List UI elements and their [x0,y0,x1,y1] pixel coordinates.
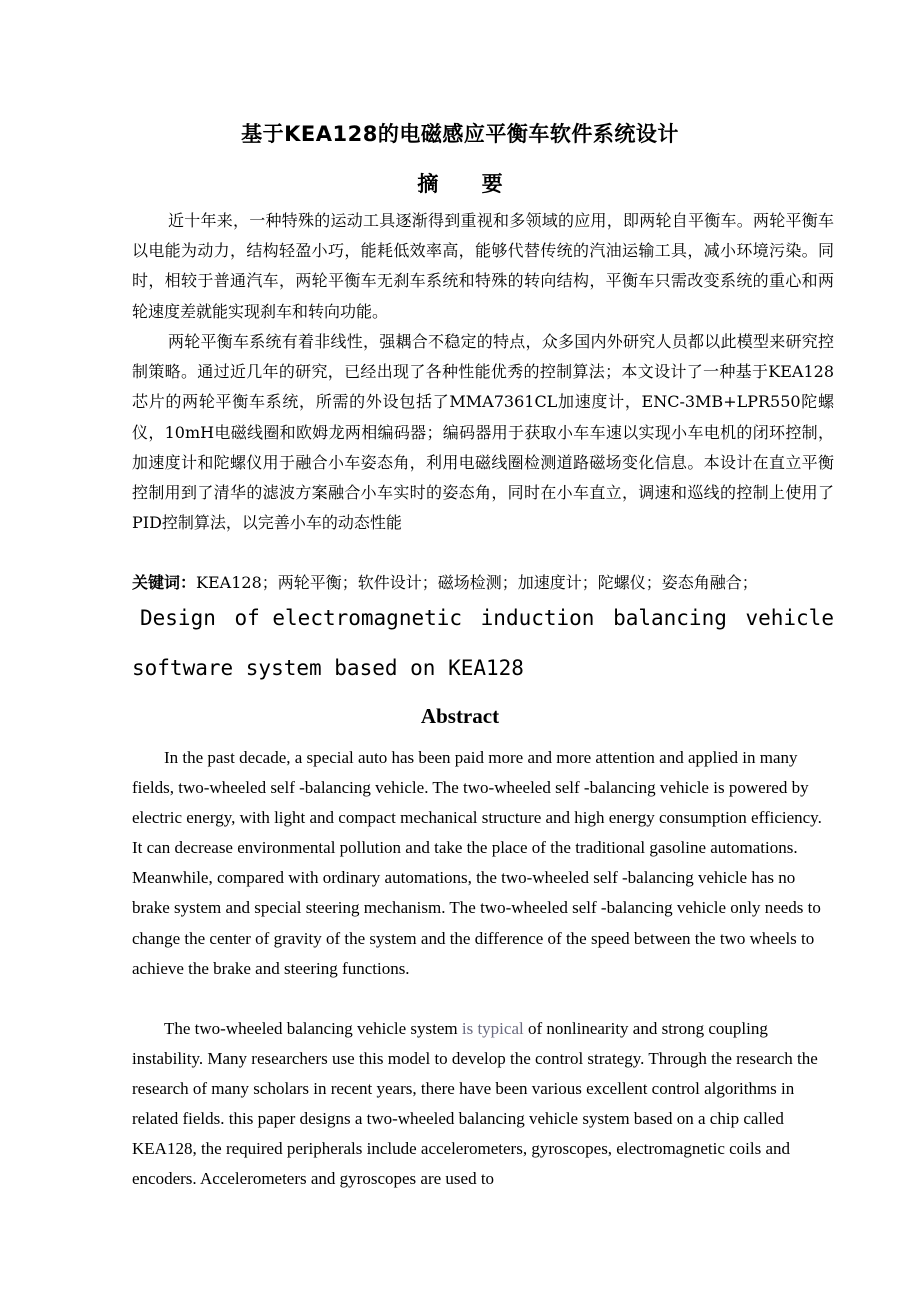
paragraph-end: of nonlinearity and strong coupling instability. Many researchers use this model to develop the control strategy. Through the research the research of many scholars in recent years, there have been various excellent control algorithms in related fields. this paper designs a two-wheeled balancing vehicle system based on a chip called KEA128, the required peripherals include accelerometers, gyroscopes, electromagnetic coils and encoders. Accelerometers and gyroscopes are used to [132,1019,818,1189]
english-title-line-2: software system based on KEA128 [132,656,524,680]
keywords-list: KEA128；两轮平衡；软件设计；磁场检测；加速度计；陀螺仪；姿态角融合； [196,573,758,592]
english-abstract-heading: Abstract [420,704,500,728]
title-word: induction [480,606,595,630]
title-word: Design [140,606,216,630]
english-abstract-paragraph-1 [132,743,834,984]
paragraph-start: The two-wheeled balancing vehicle system [164,1019,462,1038]
highlighted-phrase: is typical [461,1019,524,1038]
paragraph-text: In the past decade, a special auto has been paid more and more attention and applied in many fields, two-wheeled self -balancing vehicle. The two-wheeled self -balancing vehicle is powered by electric energy, with light and compact mechanical structure and high energy consumption efficiency. It can decrease environmental pollution and take the place of the traditional gasoline automations. Meanwhile, compared with ordinary automations, the two-wheeled self -balancing vehicle has no brake system and special steering mechanism. The two-wheeled self -balancing vehicle only needs to change the center of gravity of the system and the difference of the speed between the two wheels to achieve the brake and steering functions. [132,748,822,978]
title-word: balancing [613,606,727,630]
chinese-keywords [132,568,834,598]
title-word: vehicle [745,606,834,630]
keywords-label: 关键词： [132,573,197,592]
title-word: of electromagnetic [234,606,463,630]
chinese-title: 基于KEA128的电磁感应平衡车软件系统设计 [241,122,679,146]
chinese-abstract-heading: 摘 要 [417,172,521,196]
english-abstract-paragraph-2 [132,1014,834,1195]
paragraph-text [132,1014,834,1195]
english-title-line-1 [132,606,834,630]
paragraph-text: 两轮平衡车系统有着非线性，强耦合不稳定的特点，众多国内外研究人员都以此模型来研究控制策略。通过近几年的研究，已经出现了各种性能优秀的控制算法；本文设计了一种基于KEA128芯片的两轮平衡车系统，所需的外设包括了MMA7361CL加速度计，ENC-3MB+LPR550陀螺仪，10mH电磁线圈和欧姆龙两相编码器；编码器用于获取小车车速以实现小车电机的闭环控制，加速度计和陀螺仪用于融合小车姿态角，利用电磁线圈检测道路磁场变化信息。本设计在直立平衡控制用到了清华的滤波方案融合小车实时的姿态角，同时在小车直立，调速和巡线的控制上使用了PID控制算法，以完善小车的动态性能 [132,332,834,533]
chinese-abstract-paragraph-2 [132,327,834,538]
chinese-abstract-paragraph-1 [132,206,834,327]
paragraph-text: 近十年来，一种特殊的运动工具逐渐得到重视和多领域的应用，即两轮自平衡车。两轮平衡车以电能为动力，结构轻盈小巧，能耗低效率高，能够代替传统的汽油运输工具，减小环境污染。同时，相较于普通汽车，两轮平衡车无刹车系统和特殊的转向结构，平衡车只需改变系统的重心和两轮速度差就能实现刹车和转向功能。 [132,211,834,321]
